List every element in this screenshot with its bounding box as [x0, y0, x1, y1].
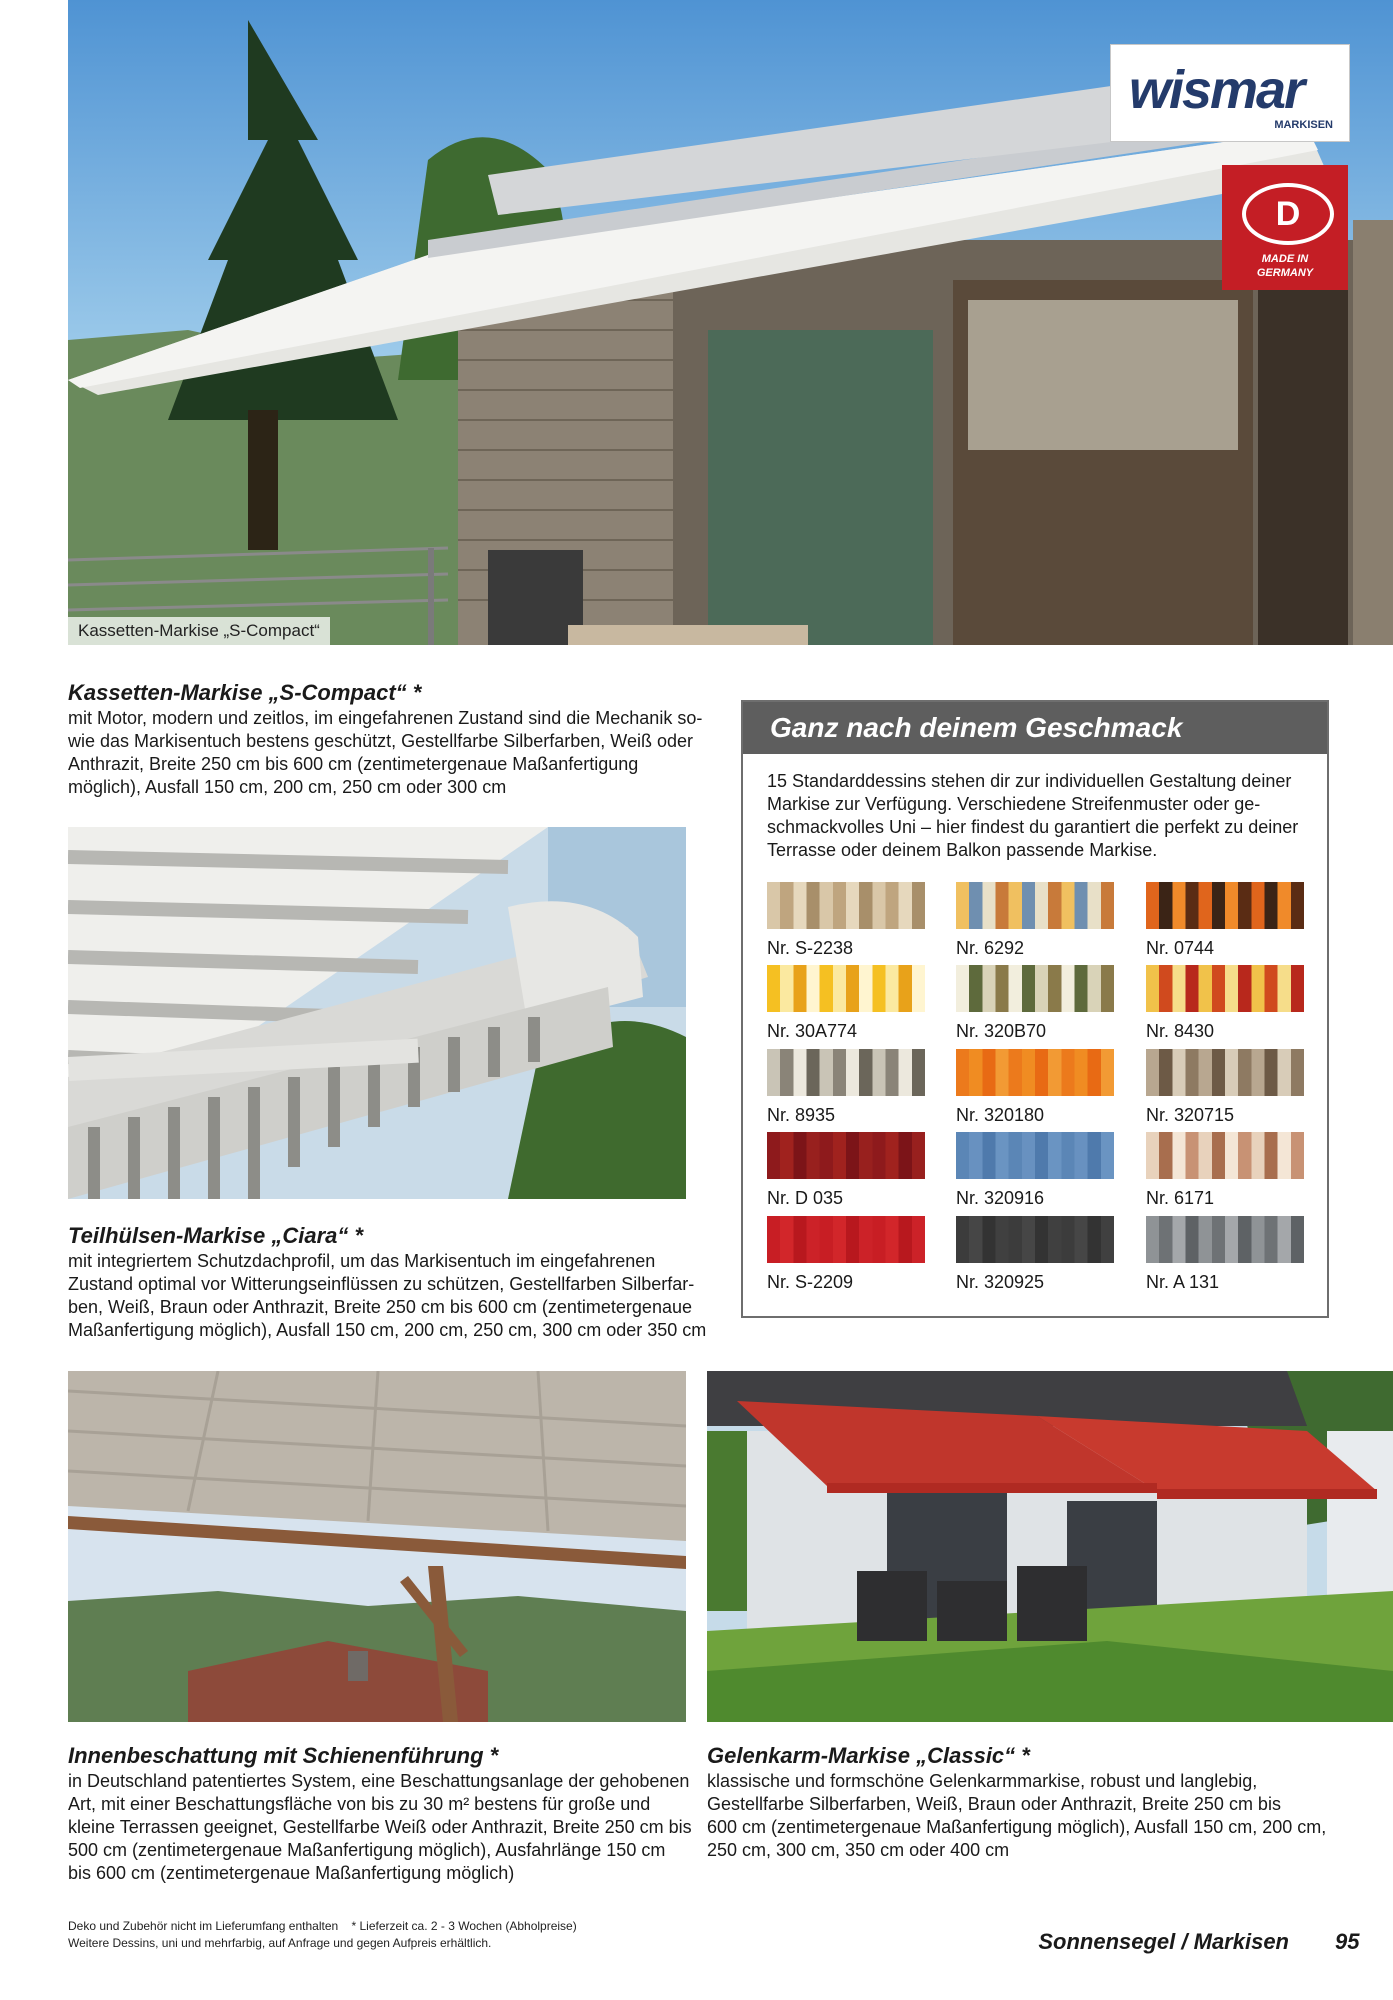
swatch-label: Nr. 8935	[767, 1105, 836, 1125]
footer-note: Weitere Dessins, uni und mehrfarbig, auf Anfrage und gegen Aufpreis erhältlich.	[68, 1936, 492, 1950]
footer-notes	[68, 1918, 577, 1952]
intro-line: schmackvolles Uni – hier findest du garantiert die perfekt zu deiner	[767, 817, 1299, 837]
swatch-label: Nr. 0744	[1146, 938, 1215, 958]
swatch-label: Nr. 320B70	[956, 1021, 1047, 1041]
fabric-swatch	[1146, 965, 1304, 1012]
fabric-swatch-panel	[741, 700, 1329, 1318]
swatch-label: Nr. 320925	[956, 1272, 1045, 1292]
swatch-label: Nr. 6292	[956, 938, 1025, 958]
desc-line: klassische und formschöne Gelenkarmmarkise, robust und langlebig,	[707, 1771, 1258, 1791]
swatch-label: Nr. 6171	[1146, 1188, 1215, 1208]
product-title-innenbeschattung: Innenbeschattung mit Schienenführung *	[68, 1743, 499, 1768]
intro-line: Terrasse oder deinem Balkon passende Markise.	[767, 840, 1158, 860]
swatch-label: Nr. S-2209	[767, 1272, 854, 1292]
desc-line: 250 cm, 300 cm, 350 cm oder 400 cm	[707, 1840, 1010, 1860]
brand-sub: MARKISEN	[1274, 119, 1333, 131]
photo-ciara	[68, 827, 686, 1199]
photo-classic	[707, 1371, 1393, 1722]
fabric-swatch	[956, 965, 1114, 1012]
made-in-germany-badge	[1222, 165, 1348, 290]
fabric-swatch	[956, 1216, 1114, 1263]
brand-logo	[1110, 44, 1350, 142]
badge-text-line-2: GERMANY	[1256, 267, 1314, 279]
panel-header	[743, 702, 1327, 754]
ciara-illustration	[68, 827, 686, 1199]
fabric-swatch	[956, 1049, 1114, 1096]
fabric-swatch	[956, 1132, 1114, 1179]
desc-line: Art, mit einer Beschattungsfläche von bis zu 30 m² bestens für große und	[68, 1794, 651, 1814]
photo-innenbeschattung	[68, 1371, 686, 1722]
intro-line: 15 Standarddessins stehen dir zur individuellen Gestaltung deiner	[767, 771, 1292, 791]
desc-line: Gestellfarbe Silberfarben, Weiß, Braun oder Anthrazit, Breite 250 cm bis	[707, 1794, 1281, 1814]
page-number: 95	[1335, 1929, 1360, 1954]
swatch-label: Nr. 320715	[1146, 1105, 1235, 1125]
desc-line: möglich), Ausfall 150 cm, 200 cm, 250 cm oder 300 cm	[68, 777, 507, 797]
fabric-swatch	[767, 1132, 925, 1179]
swatch-label: Nr. 8430	[1146, 1021, 1215, 1041]
desc-line: Zustand optimal vor Witterungseinflüssen zu schützen, Gestellfarben Silberfar-	[68, 1274, 695, 1294]
panel-intro	[767, 770, 1307, 862]
country-letter: D	[1242, 183, 1334, 245]
fabric-swatch	[1146, 882, 1304, 929]
fabric-swatch	[767, 882, 925, 929]
desc-line: in Deutschland patentiertes System, eine Beschattungsanlage der gehobenen	[68, 1771, 690, 1791]
hero-caption: Kassetten-Markise „S-Compact“	[68, 617, 330, 645]
fabric-swatch	[1146, 1132, 1304, 1179]
swatch-label: Nr. A 131	[1146, 1272, 1220, 1292]
product-desc-ciara	[68, 1250, 718, 1342]
swatch-label: Nr. D 035	[767, 1188, 844, 1208]
product-title-ciara: Teilhülsen-Markise „Ciara“ *	[68, 1223, 364, 1248]
swatch-label: Nr. S-2238	[767, 938, 854, 958]
footer-note: Deko und Zubehör nicht im Lieferumfang enthalten * Lieferzeit ca. 2 - 3 Wochen (Abholpreise)	[68, 1919, 577, 1933]
desc-line: 500 cm (zentimetergenaue Maßanfertigung möglich), Ausfahrlänge 150 cm	[68, 1840, 666, 1860]
desc-line: mit integriertem Schutzdachprofil, um das Markisentuch im eingefahrenen	[68, 1251, 656, 1271]
product-title-classic: Gelenkarm-Markise „Classic“ *	[707, 1743, 1030, 1768]
swatch-label: Nr. 320916	[956, 1188, 1045, 1208]
badge-text	[1222, 252, 1348, 280]
brand-name: wismar	[1129, 60, 1304, 120]
fabric-swatch	[767, 1049, 925, 1096]
desc-line: wie das Markisentuch bestens geschützt, Gestellfarbe Silberfarben, Weiß oder	[68, 731, 693, 751]
fabric-swatch	[956, 882, 1114, 929]
desc-line: kleine Terrassen geeignet, Gestellfarbe Weiß oder Anthrazit, Breite 250 cm bis	[68, 1817, 692, 1837]
intro-line: Markise zur Verfügung. Verschiedene Streifenmuster oder ge-	[767, 794, 1261, 814]
fabric-swatch	[767, 965, 925, 1012]
fabric-swatch	[1146, 1049, 1304, 1096]
product-title-s-compact: Kassetten-Markise „S-Compact“ *	[68, 680, 422, 705]
badge-text-line-1: MADE IN	[1261, 253, 1309, 265]
desc-line: 600 cm (zentimetergenaue Maßanfertigung möglich), Ausfall 150 cm, 200 cm,	[707, 1817, 1327, 1837]
desc-line: mit Motor, modern und zeitlos, im eingefahrenen Zustand sind die Mechanik so-	[68, 708, 703, 728]
classic-illustration	[707, 1371, 1393, 1722]
swatch-label: Nr. 320180	[956, 1105, 1045, 1125]
fabric-swatch	[1146, 1216, 1304, 1263]
product-desc-classic	[707, 1770, 1347, 1862]
desc-line: Anthrazit, Breite 250 cm bis 600 cm (zentimetergenaue Maßanfertigung	[68, 754, 639, 774]
desc-line: Maßanfertigung möglich), Ausfall 150 cm, 200 cm, 250 cm, 300 cm oder 350 cm	[68, 1320, 707, 1340]
desc-line: bis 600 cm (zentimetergenaue Maßanfertigung möglich)	[68, 1863, 515, 1883]
fabric-swatch	[767, 1216, 925, 1263]
innen-illustration	[68, 1371, 686, 1722]
panel-title: Ganz nach deinem Geschmack	[770, 712, 1183, 743]
desc-line: ben, Weiß, Braun oder Anthrazit, Breite 250 cm bis 600 cm (zentimetergenaue	[68, 1297, 692, 1317]
product-desc-innenbeschattung	[68, 1770, 708, 1885]
swatch-label: Nr. 30A774	[767, 1021, 858, 1041]
section-title: Sonnensegel / Markisen	[1038, 1929, 1289, 1954]
product-desc-s-compact	[68, 707, 708, 799]
